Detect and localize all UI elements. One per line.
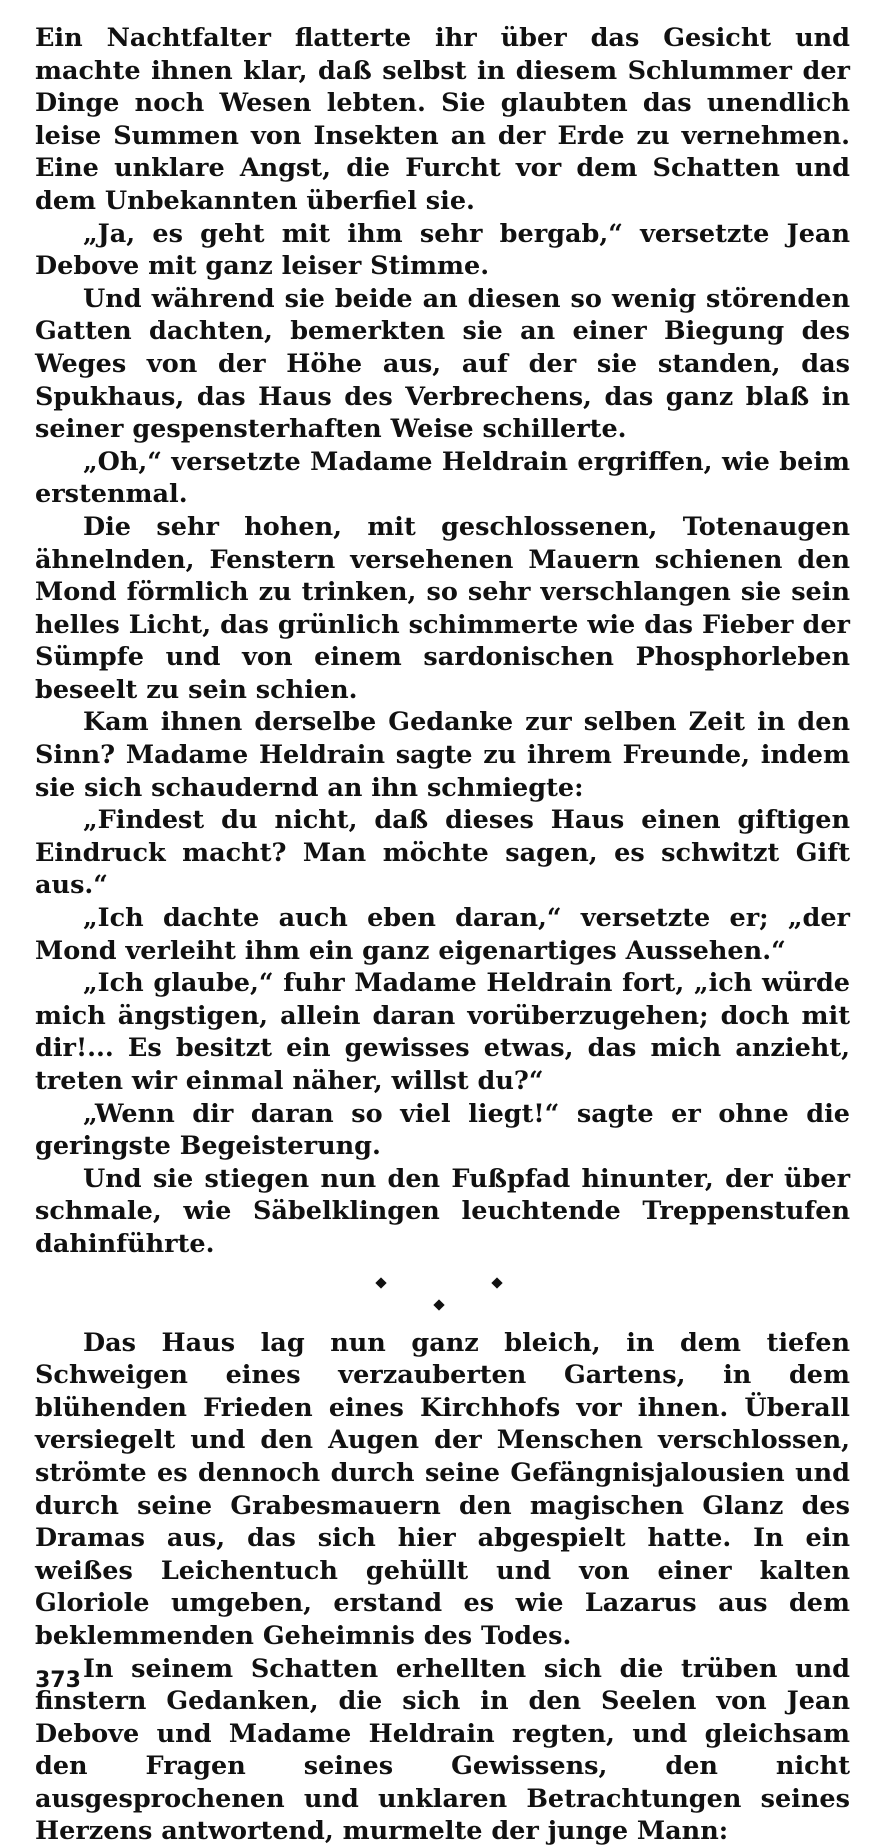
paragraph: Und während sie beide an diesen so wenig störenden Gatten dachten, bemerkten sie an einer Biegung des Weges von der Höhe aus, auf der sie standen, das Spukhaus, das Haus des Verbrechens, das ganz blaß in seiner gespensterhaften Weise schillerte. bbox=[35, 283, 850, 446]
paragraph: In seinem Schatten erhellten sich die trüben und finstern Gedanken, die sich in den Seelen von Jean Debove und Madame Heldrain regten, und gleichsam den Fragen seines Gewissens, den nicht ausgesprochenen und unklaren Betrachtungen seines Herzens antwortend, murmelte der junge Mann: bbox=[35, 1653, 850, 1848]
paragraph: „Ja, es geht mit ihm sehr bergab,“ versetzte Jean Debove mit ganz leiser Stimme. bbox=[35, 218, 850, 283]
paragraph: Das Haus lag nun ganz bleich, in dem tiefen Schweigen eines verzauberten Gartens, in dem blühenden Frieden eines Kirchhofs vor ihnen. Überall versiegelt und den Augen der Menschen verschlossen, strömte es dennoch durch seine Gefängnisjalousien und durch seine Grabesmauern den magischen Glanz des Dramas aus, das sich hier abgespielt hatte. In ein weißes Leichentuch gehüllt und von einer kalten Gloriole umgeben, erstand es wie Lazarus aus dem beklemmenden Geheimnis des Todes. bbox=[35, 1327, 850, 1653]
paragraph: „Wenn dir daran so viel liegt!“ sagte er ohne die geringste Begeisterung. bbox=[35, 1098, 850, 1163]
asterism-star-icon bbox=[375, 1277, 386, 1288]
text-block-after-ornament bbox=[35, 1327, 850, 1848]
page-number: 373 bbox=[35, 1668, 81, 1693]
book-page bbox=[35, 22, 850, 1848]
paragraph: Kam ihnen derselbe Gedanke zur selben Zeit in den Sinn? Madame Heldrain sagte zu ihrem Freunde, indem sie sich schaudernd an ihn schmiegte: bbox=[35, 706, 850, 804]
paragraph: Und sie stiegen nun den Fußpfad hinunter, der über schmale, wie Säbelklingen leuchtende Treppenstufen dahinführte. bbox=[35, 1163, 850, 1261]
paragraph: „Ich dachte auch eben daran,“ versetzte er; „der Mond verleiht ihm ein ganz eigenartiges Aussehen.“ bbox=[35, 902, 850, 967]
paragraph: „Findest du nicht, daß dieses Haus einen giftigen Eindruck macht? Man möchte sagen, es schwitzt Gift aus.“ bbox=[35, 804, 850, 902]
asterism-star-icon bbox=[491, 1277, 502, 1288]
paragraph: „Oh,“ versetzte Madame Heldrain ergriffen, wie beim erstenmal. bbox=[35, 446, 850, 511]
text-block-before-ornament bbox=[35, 22, 850, 1261]
asterism-star-icon bbox=[433, 1299, 444, 1310]
paragraph: Die sehr hohen, mit geschlossenen, Totenaugen ähnelnden, Fenstern versehenen Mauern schienen den Mond förmlich zu trinken, so sehr verschlangen sie sein helles Licht, das grünlich schimmerte wie das Fieber der Sümpfe und von einem sardonischen Phosphorleben beseelt zu sein schien. bbox=[35, 511, 850, 707]
paragraph: „Ich glaube,“ fuhr Madame Heldrain fort, „ich würde mich ängstigen, allein daran vorüberzugehen; doch mit dir!... Es besitzt ein gewisses etwas, das mich anzieht, treten wir einmal näher, willst du?“ bbox=[35, 967, 850, 1097]
paragraph: Ein Nachtfalter flatterte ihr über das Gesicht und machte ihnen klar, daß selbst in diesem Schlummer der Dinge noch Wesen lebten. Sie glaubten das unendlich leise Summen von Insekten an der Erde zu vernehmen. Eine unklare Angst, die Furcht vor dem Schatten und dem Unbekannten überfiel sie. bbox=[35, 22, 850, 218]
section-break-ornament bbox=[35, 1265, 850, 1327]
